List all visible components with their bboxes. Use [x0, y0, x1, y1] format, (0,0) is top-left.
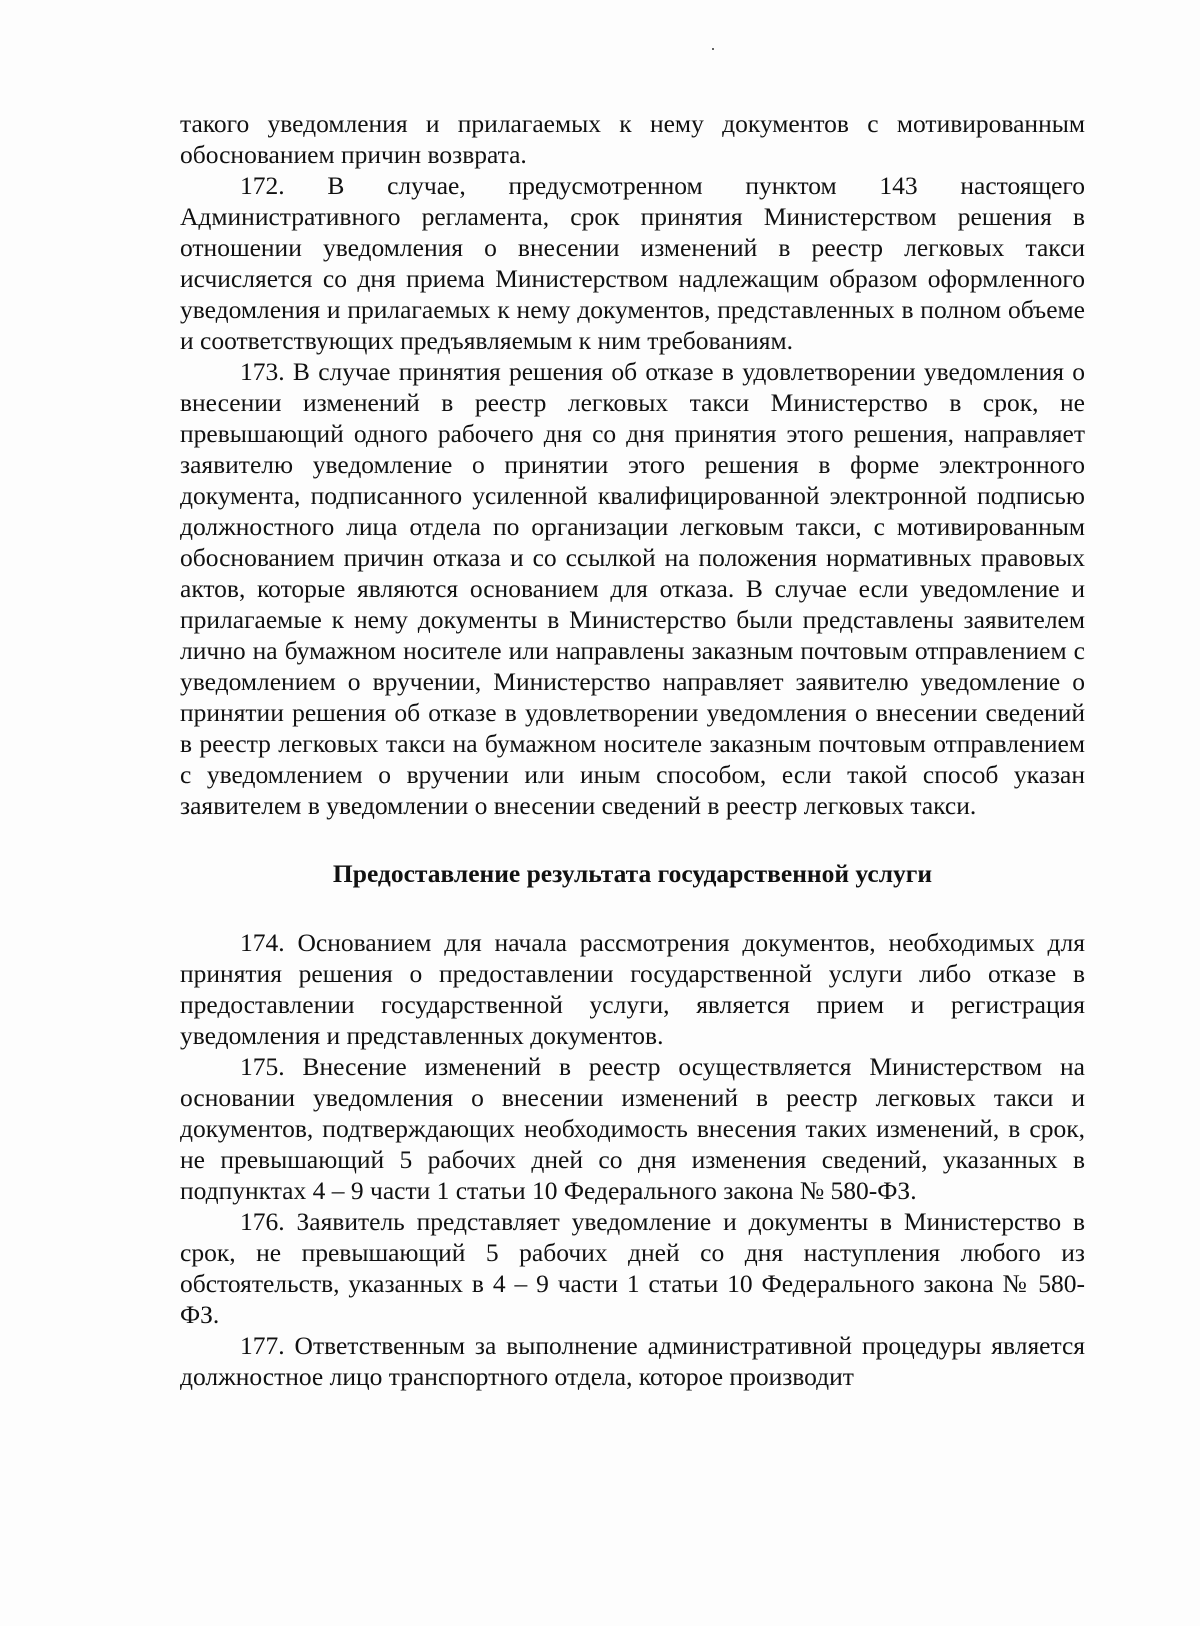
- scan-speck: [712, 48, 714, 50]
- paragraph-continuation: такого уведомления и прилагаемых к нему документов с мотивированным обоснованием причин возврата.: [180, 109, 1085, 169]
- paragraph-172: 172. В случае, предусмотренном пунктом 143 настоящего Административного регламента, срок принятия Министерством решения в отношении уведомления о внесении изменений в реестр легковых такси исчисляется со дня приема Министерством надлежащим образом оформленного уведомления и прилагаемых к нему документов, представленных в полном объеме и соответствующих предъявляемым к ним требованиям.: [180, 171, 1085, 355]
- paragraph-175: 175. Внесение изменений в реестр осуществляется Министерством на основании уведомления о внесении изменений в реестр легковых такси и документов, подтверждающих необходимость внесения таких изменений, в срок, не превышающий 5 рабочих дней со дня изменения сведений, указанных в подпунктах 4 – 9 части 1 статьи 10 Федерального закона № 580-ФЗ.: [180, 1052, 1085, 1205]
- paragraph-174: 174. Основанием для начала рассмотрения документов, необходимых для принятия решения о предоставлении государственной услуги либо отказе в предоставлении государственной услуги, является прием и регистрация уведомления и представленных документов.: [180, 928, 1085, 1050]
- paragraph-176: 176. Заявитель представляет уведомление и документы в Министерство в срок, не превышающий 5 рабочих дней со дня наступления любого из обстоятельств, указанных в 4 – 9 части 1 статьи 10 Федерального закона № 580-ФЗ.: [180, 1207, 1085, 1329]
- document-body: [180, 108, 1085, 1392]
- paragraph-173: 173. В случае принятия решения об отказе в удовлетворении уведомления о внесении изменений в реестр легковых такси Министерство в срок, не превышающий одного рабочего дня со дня принятия этого решения, направляет заявителю уведомление о принятии этого решения в форме электронного документа, подписанного усиленной квалифицированной электронной подписью должностного лица отдела по организации легковым такси, с мотивированным обоснованием причин отказа и со ссылкой на положения нормативных правовых актов, которые являются основанием для отказа. В случае если уведомление и прилагаемые к нему документы в Министерство были представлены заявителем лично на бумажном носителе или направлены заказным почтовым отправлением с уведомлением о вручении, Министерство направляет заявителю уведомление о принятии решения об отказе в удовлетворении уведомления о внесении сведений в реестр легковых такси на бумажном носителе заказным почтовым отправлением с уведомлением о вручении или иным способом, если такой способ указан заявителем в уведомлении о внесении сведений в реестр легковых такси.: [180, 357, 1085, 820]
- section-heading: Предоставление результата государственной услуги: [332, 859, 933, 888]
- paragraph-177: 177. Ответственным за выполнение административной процедуры является должностное лицо транспортного отдела, которое производит: [180, 1331, 1085, 1391]
